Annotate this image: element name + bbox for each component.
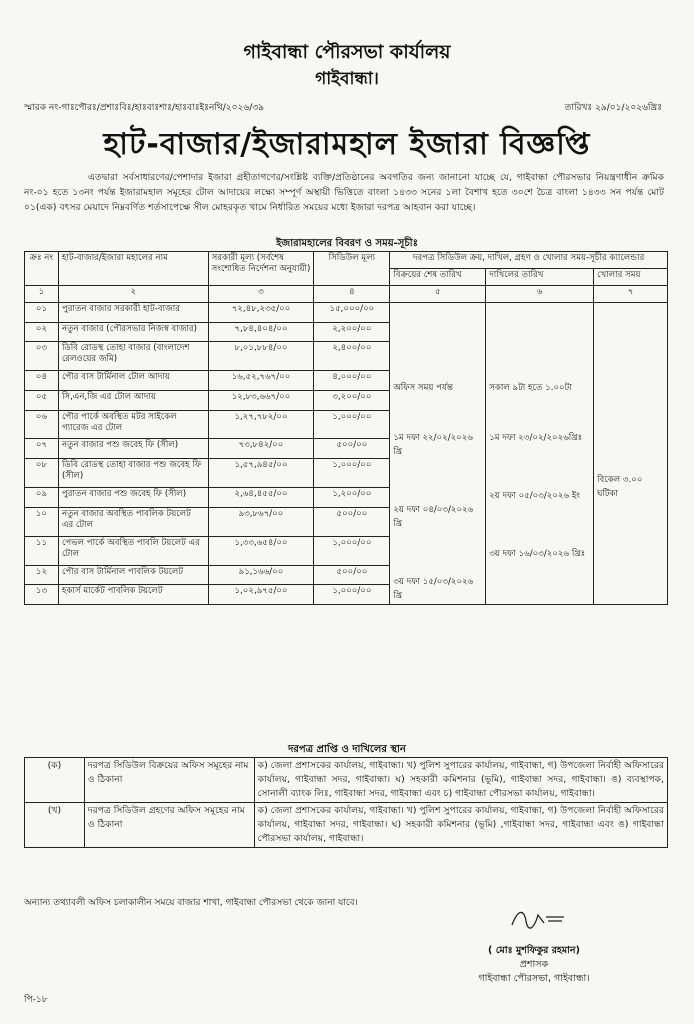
column-number-row bbox=[25, 286, 668, 303]
header-last-sale: বিক্রয়ের শেষ তারিখ bbox=[390, 269, 486, 286]
places-table bbox=[24, 757, 668, 848]
sale-time: অফিস সময় পর্যন্ত bbox=[393, 383, 453, 393]
row-gov-price: ৭,৮৪,৪০৪/০০ bbox=[208, 322, 314, 342]
row-schedule-price: ৩,২০০/০০ bbox=[314, 390, 390, 410]
signatory-block bbox=[444, 944, 624, 986]
row-name: পৌর পার্কে অবস্থিত মটর সাইকেল গ্যারেজ এর টোল bbox=[58, 410, 208, 439]
row-sl: ১১ bbox=[25, 536, 59, 565]
row-name: পৌর বাস টার্মিনাল পাবলিক টয়লেট bbox=[58, 565, 208, 585]
row-gov-price: ১২,৮৩,৬৬৭/০০ bbox=[208, 390, 314, 410]
submit-round-1: ১ম দফা ২৩/০২/২০২৬খ্রিঃ bbox=[489, 433, 583, 443]
row-schedule-price: ১,০০০/০০ bbox=[314, 585, 390, 605]
office-name: গাইবান্ধা পৌরসভা কার্যালয় bbox=[243, 41, 451, 63]
header-gov-price: সরকারী মূল্য (সর্বশেষ সংশোধিত নির্দেশনা অনুযায়ী) bbox=[208, 252, 314, 286]
row-gov-price: ৯১,১৬৬/০০ bbox=[208, 565, 314, 585]
office-place: গাইবান্ধা। bbox=[315, 69, 379, 89]
row-gov-price: ৭২,৪৮,২৩৫/০০ bbox=[208, 303, 314, 323]
place-row bbox=[25, 803, 668, 848]
place-label: দরপত্র সিডিউল বিক্রয়ের অফিস সমূহের নাম ও ঠিকানা bbox=[84, 758, 254, 803]
place-mark: (খ) bbox=[25, 803, 85, 848]
row-gov-price: ১,৩৩,৬৫৪/০০ bbox=[208, 536, 314, 565]
row-sl: ০১ bbox=[25, 303, 59, 323]
sale-schedule-cell bbox=[390, 303, 486, 605]
col-number: ৬ bbox=[486, 286, 594, 303]
row-sl: ০২ bbox=[25, 322, 59, 342]
memo-date: তারিখঃ ২৯/০১/২০২৬খ্রিঃ bbox=[564, 103, 662, 113]
row-sl: ১০ bbox=[25, 507, 59, 536]
row-name: নতুন বাজার পশু জবেহ ফি (সীল) bbox=[58, 439, 208, 459]
row-sl: ০৭ bbox=[25, 439, 59, 459]
row-name: পুরাতন বাজার সরকারী হাট-বাজার bbox=[58, 303, 208, 323]
row-schedule-price: ৫০০/০০ bbox=[314, 439, 390, 459]
row-name: নতুন বাজার (পৌরসভার নিজস্ব বাজার) bbox=[58, 322, 208, 342]
signature-mark bbox=[508, 905, 568, 931]
col-number: ২ bbox=[58, 286, 208, 303]
row-schedule-price: ২,৪০০/০০ bbox=[314, 342, 390, 371]
table-title: ইজারামহালের বিবরণ ও সময়-সূচীঃ bbox=[276, 238, 418, 249]
row-name: ডিবি রোডস্থ তোহা বাজার পশু জবেহ ফি (সীল) bbox=[58, 459, 208, 488]
row-sl: ০৫ bbox=[25, 390, 59, 410]
header-submit-date: দাখিলের তারিখ bbox=[486, 269, 594, 286]
col-number: ১ bbox=[25, 286, 59, 303]
row-name: পেভল পার্কে অবস্থিত পাবলি টয়লেট এর টোল bbox=[58, 536, 208, 565]
row-schedule-price: ১,০০০/০০ bbox=[314, 410, 390, 439]
row-schedule-price: ৪,০০০/০০ bbox=[314, 371, 390, 391]
intro-text: এতদ্বারা সর্বসাধারণের/পেশাদার ইজারা গ্রহীতাগণের/সংশ্লিষ্ট ব্যক্তি/প্রতিষ্ঠানের অবগতির জন্য জানানো যাচ্ছে যে, গাইবান্ধা পৌরসভার নিয়ন্ত্রণাধীন ক্রমিক নং-০১ হতে ১৩নং পর্যন্ত ইজারামহাল সমূহের টোল আদায়ের লক্ষ্যে সম্পূর্ণ অস্থায়ী ভিত্তিতে বাংলা ১৪৩৩ সনের ১লা বৈশাখ হতে ৩০শে চৈত্র বাংলা ১৪৩৩ সন পর্যন্ত মোট ০১(এক) বৎসর মেয়াদে নিম্নবর্ণিত শর্তসাপেক্ষে সীল মোহরকৃত খামে নির্ধারিত সময়ের মধ্যে ইজারা দরপত্র আহবান করা যাচ্ছে। bbox=[24, 172, 664, 213]
notice-title: হাট-বাজার/ইজারামহাল ইজারা বিজ্ঞপ্তি bbox=[103, 127, 591, 162]
row-schedule-price: ১,০০০/০০ bbox=[314, 536, 390, 565]
row-gov-price: ১,০২,৯৭৫/০০ bbox=[208, 585, 314, 605]
place-text: ক) জেলা প্রশাসকের কার্যালয়, গাইবান্ধা। খ) পুলিশ সুপারের কার্যালয়, গাইবান্ধা, গ) উপজেলা নির্বাহী অফিসারের কার্যালয়, গাইবান্ধা সদর, গাইবান্ধা। ঘ) সহকারী কমিশনার (ভূমি) ,গাইবান্ধা সদর, গাইবান্ধা এবং ঙ) গাইবান্ধা পৌরসভা কার্যালয়, গাইবান্ধা। bbox=[254, 803, 667, 848]
row-sl: ১২ bbox=[25, 565, 59, 585]
intro-paragraph bbox=[24, 170, 664, 215]
signatory-designation: প্রশাসক bbox=[519, 959, 549, 970]
col-number: ৭ bbox=[594, 286, 668, 303]
row-sl: ০৯ bbox=[25, 488, 59, 508]
places-title: দরপত্র প্রাপ্তি ও দাখিলের স্থান bbox=[288, 744, 406, 755]
row-sl: ০৬ bbox=[25, 410, 59, 439]
row-name: ডিবি রোডস্থ তোহা বাজার (বাংলাদেশ রেলওয়ের জমি) bbox=[58, 342, 208, 371]
header-open-time: খোলার সময় bbox=[594, 269, 668, 286]
lease-table bbox=[24, 251, 668, 605]
submit-schedule-cell bbox=[486, 303, 594, 605]
row-schedule-price: ৫০০/০০ bbox=[314, 507, 390, 536]
sale-round-1: ১ম দফা ২২/০২/২০২৬ খ্রি bbox=[393, 433, 473, 457]
place-label: দরপত্র সিডিউল গ্রহণের অফিস সমূহের নাম ও ঠিকানা bbox=[84, 803, 254, 848]
row-gov-price: ১৬,৫২,৭৬৭/০০ bbox=[208, 371, 314, 391]
sale-round-2: ২য় দফা ০৪/০৩/২০২৬ খ্রি bbox=[393, 505, 474, 529]
row-gov-price: ৮,০১,৮৮৪/০০ bbox=[208, 342, 314, 371]
row-schedule-price: ২,২০০/০০ bbox=[314, 322, 390, 342]
row-name: পুরাতন বাজার পশু জবেহ ফি (সীল) bbox=[58, 488, 208, 508]
col-number: ৪ bbox=[314, 286, 390, 303]
row-schedule-price: ১,০০০/০০ bbox=[314, 459, 390, 488]
row-schedule-price: ১৫,০০০/০০ bbox=[314, 303, 390, 323]
row-name: হকার্স মার্কেট পাবলিক টয়লেট bbox=[58, 585, 208, 605]
submit-round-2: ২য় দফা ০৫/০৩/২০২৬ ইং bbox=[489, 491, 580, 501]
sale-round-3: ৩য় দফা ১৫/০৩/২০২৬ খ্রি bbox=[393, 577, 474, 601]
row-schedule-price: ১,২০০/০০ bbox=[314, 488, 390, 508]
header-schedule-price: সিডিউল মূল্য bbox=[314, 252, 390, 286]
info-note: অন্যান্য তথ্যাবলী অফিস চলাকালীন সময়ে বাজার শাখা, গাইবান্ধা পৌরসভা থেকে জানা যাবে। bbox=[24, 898, 358, 908]
row-name: নতুন বাজার অবস্থিত পাবলিক টয়লেট এর টোল bbox=[58, 507, 208, 536]
footer-code: পি-১৮ bbox=[24, 995, 48, 1005]
place-mark: (ক) bbox=[25, 758, 85, 803]
row-sl: ০৪ bbox=[25, 371, 59, 391]
row-gov-price: ৯৩,৮৬৭/০০ bbox=[208, 507, 314, 536]
row-gov-price: ১,৫৭,৯৪৫/০০ bbox=[208, 459, 314, 488]
memo-number: স্মারক নং-গাঃপৌরঃ/প্রশাঃবিঃ/হাঃবাঃশাঃ/হাঃবাঃইঃনথি/২০২৬/৩৯ bbox=[24, 103, 264, 113]
header-name: হাট-বাজার/ইজারা মহালের নাম bbox=[58, 252, 208, 286]
row-sl: ১৩ bbox=[25, 585, 59, 605]
row-schedule-price: ৫০০/০০ bbox=[314, 565, 390, 585]
col-number: ৩ bbox=[208, 286, 314, 303]
row-gov-price: ৭৩,৮৪২/০০ bbox=[208, 439, 314, 459]
place-text: ক) জেলা প্রশাসকের কার্যালয়, গাইবান্ধা। খ) পুলিশ সুপারের কার্যালয়, গাইবান্ধা, গ) উপজেলা নির্বাহী অফিসারের কার্যালয়, গাইবান্ধা সদর, গাইবান্ধা। ঘ) সহকারী কমিশনার (ভূমি), গাইবান্ধা সদর, গাইবান্ধা। ঙ) ব্যবস্থাপক, সোনালী ব্যাংক লিঃ, গাইবান্ধা সদর, গাইবান্ধা এবং চ) গাইবান্ধা পৌরসভা কার্যালয়, গাইবান্ধা। bbox=[254, 758, 667, 803]
row-gov-price: ১,২৭,৭৮২/০০ bbox=[208, 410, 314, 439]
place-row bbox=[25, 758, 668, 803]
row-gov-price: ২,৬৪,৪৫৫/০০ bbox=[208, 488, 314, 508]
table-row bbox=[25, 303, 668, 323]
row-sl: ০৮ bbox=[25, 459, 59, 488]
row-name: সি,এন,জি এর টোল আদায় bbox=[58, 390, 208, 410]
col-number: ৫ bbox=[390, 286, 486, 303]
header-calendar: দরপত্র সিডিউল ক্রয়, দাখিল, গ্রহণ ও খোলার সময়-সূচীর ক্যালেন্ডার bbox=[390, 252, 668, 269]
submit-time: সকাল ৯টা হতে ১.০০টা bbox=[489, 383, 572, 393]
submit-round-3: ৩য় দফা ১৬/০৩/২০২৬ খ্রিঃ bbox=[489, 549, 586, 559]
open-schedule-cell bbox=[594, 303, 668, 605]
signatory-office: গাইবান্ধা পৌরসভা, গাইবান্ধা। bbox=[478, 973, 590, 984]
row-sl: ০৩ bbox=[25, 342, 59, 371]
header-sl: ক্রঃ নং bbox=[25, 252, 59, 286]
row-name: পৌর বাস টার্মিনাল টোল আদায় bbox=[58, 371, 208, 391]
open-time: বিকেল ৩.০০ ঘটিকা bbox=[597, 475, 643, 499]
signatory-name: ( মোঃ মুশফিকুর রহমান) bbox=[488, 945, 580, 956]
